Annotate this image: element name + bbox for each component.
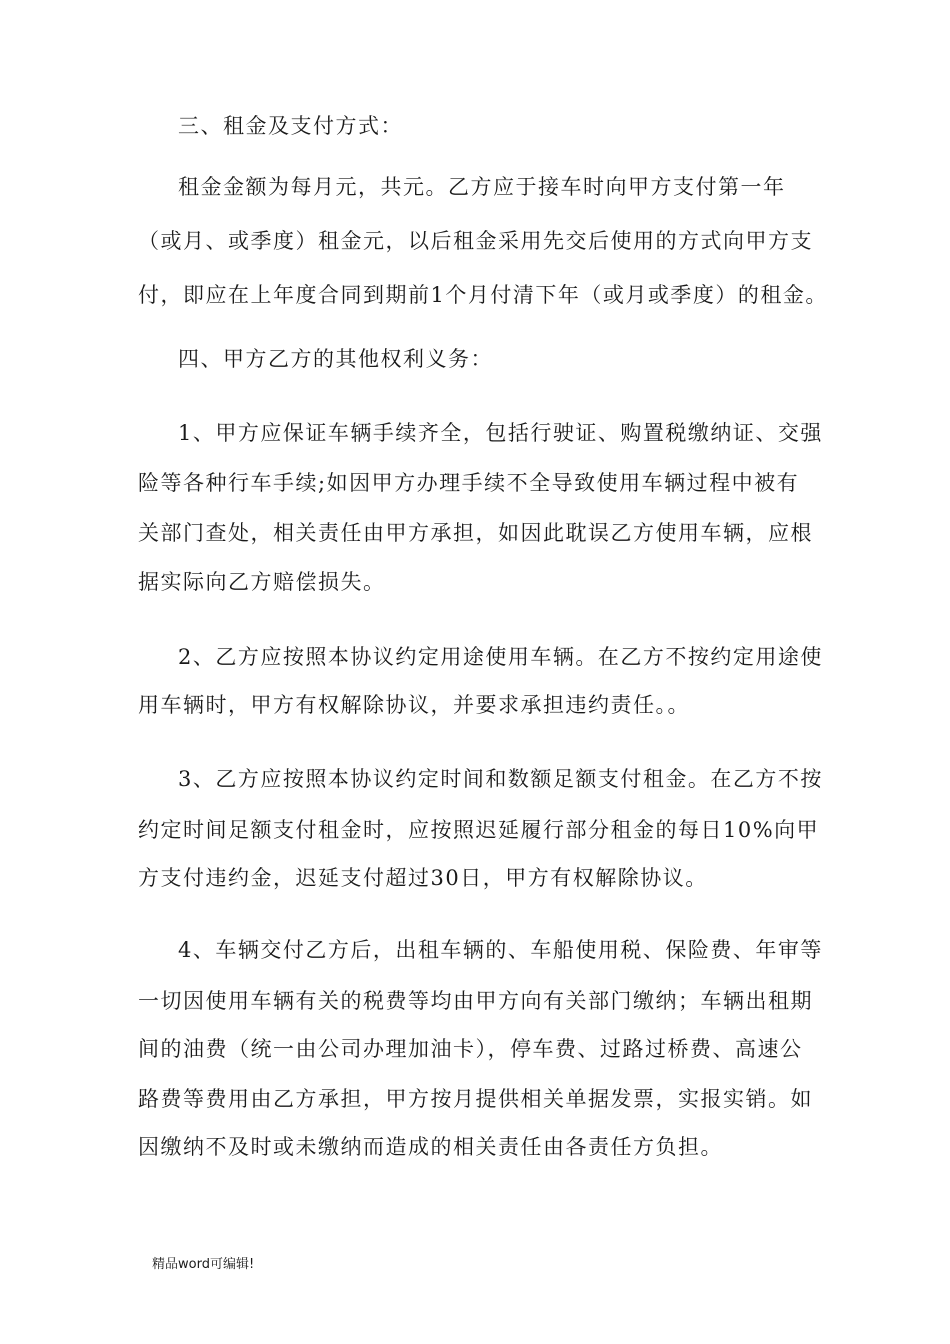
paragraph-line: 付，即应在上年度合同到期前1个月付清下年（或月或季度）的租金。 bbox=[138, 283, 828, 307]
paragraph-line: 约定时间足额支付租金时，应按照迟延履行部分租金的每日10%向甲 bbox=[138, 818, 820, 842]
paragraph-line: 间的油费（统一由公司办理加油卡），停车费、过路过桥费、高速公 bbox=[138, 1037, 803, 1061]
paragraph-line: （或月、或季度）租金元，以后租金采用先交后使用的方式向甲方支 bbox=[138, 229, 813, 253]
paragraph-line: 3、乙方应按照本协议约定时间和数额足额支付租金。在乙方不按 bbox=[178, 767, 823, 791]
paragraph-line: 方支付违约金，迟延支付超过30日，甲方有权解除协议。 bbox=[138, 866, 708, 890]
heading-rent-payment: 三、租金及支付方式： bbox=[178, 114, 403, 138]
footer-note: 精品word可编辑! bbox=[152, 1257, 255, 1272]
paragraph-line: 租金金额为每月元，共元。乙方应于接车时向甲方支付第一年 bbox=[178, 175, 786, 199]
paragraph-line: 1、甲方应保证车辆手续齐全，包括行驶证、购置税缴纳证、交强 bbox=[178, 421, 823, 445]
paragraph-line: 据实际向乙方赔偿损失。 bbox=[138, 570, 386, 594]
heading-rights-obligations: 四、甲方乙方的其他权利义务： bbox=[178, 347, 493, 371]
paragraph-line: 路费等费用由乙方承担，甲方按月提供相关单据发票，实报实销。如 bbox=[138, 1087, 813, 1111]
paragraph-line: 因缴纳不及时或未缴纳而造成的相关责任由各责任方负担。 bbox=[138, 1135, 723, 1159]
paragraph-line: 一切因使用车辆有关的税费等均由甲方向有关部门缴纳；车辆出租期 bbox=[138, 989, 813, 1013]
paragraph-line: 2、乙方应按照本协议约定用途使用车辆。在乙方不按约定用途使 bbox=[178, 645, 823, 669]
paragraph-line: 险等各种行车手续;如因甲方办理手续不全导致使用车辆过程中被有 bbox=[138, 471, 800, 495]
paragraph-line: 用车辆时，甲方有权解除协议，并要求承担违约责任。。 bbox=[138, 693, 690, 717]
paragraph-line: 4、车辆交付乙方后，出租车辆的、车船使用税、保险费、年审等 bbox=[178, 938, 823, 962]
paragraph-line: 关部门查处，相关责任由甲方承担，如因此耽误乙方使用车辆，应根 bbox=[138, 521, 813, 545]
